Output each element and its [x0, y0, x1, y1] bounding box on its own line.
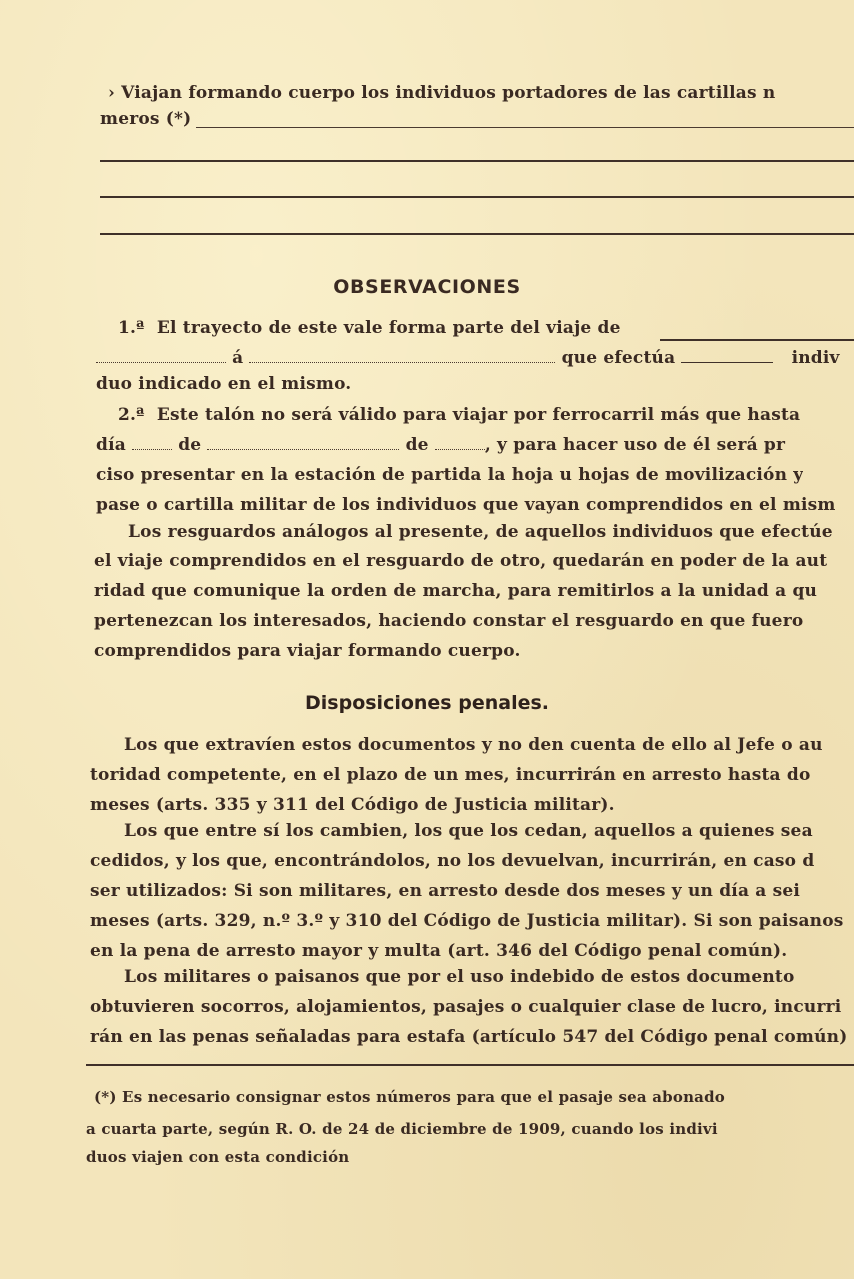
disp-para-line: meses (arts. 329, n.º 3.º y 310 del Código de Justicia militar). Si son paisanos — [90, 911, 844, 931]
fill-line — [660, 339, 854, 341]
dotted-blank — [132, 435, 172, 450]
disp-para-line: cedidos, y los que, encontrándolos, no los devuelvan, incurrirán, en caso d — [90, 851, 815, 871]
obs-para-line: comprendidos para viajar formando cuerpo. — [94, 641, 521, 661]
fill-blank — [681, 348, 773, 363]
disp-para-line: Los que entre sí los cambien, los que los cedan, aquellos a quienes sea — [124, 821, 813, 841]
obs-item-1-line2 — [96, 347, 854, 369]
obs-item-1-line3: duo indicado en el mismo. — [96, 374, 352, 394]
obs-para-line: el viaje comprendidos en el resguardo de otro, quedarán en poder de la aut — [94, 551, 828, 571]
dotted-blank — [96, 348, 226, 363]
obs-item-2-de2: de — [405, 435, 429, 455]
disp-para-line: Los que extravíen estos documentos y no den cuenta de ello al Jefe o au — [124, 735, 823, 755]
obs-item-1-a: á — [232, 348, 244, 368]
obs-item-2-tail: , y para hacer uso de él será pr — [484, 435, 786, 455]
fill-line — [100, 160, 854, 162]
disp-para-line: toridad competente, en el plazo de un mes, incurrirán en arresto hasta do — [90, 765, 811, 785]
dotted-blank — [207, 435, 399, 450]
obs-item-2-line2 — [96, 434, 854, 456]
footnote-separator — [86, 1064, 854, 1066]
footnote-line: duos viajen con esta condición — [86, 1148, 350, 1166]
obs-item-1-text: El trayecto de este vale forma parte del viaje de — [156, 318, 621, 338]
obs-item-1-que: que efectúa — [561, 348, 676, 368]
obs-item-2-line4: pase o cartilla militar de los individuos que vayan comprendidos en el mism — [96, 495, 836, 515]
dotted-blank — [435, 435, 485, 450]
footnote-line: (*) Es necesario consignar estos números para que el pasaje sea abonado — [94, 1088, 725, 1106]
fill-line — [100, 233, 854, 235]
disp-para-line: Los militares o paisanos que por el uso indebido de estos documento — [124, 967, 795, 987]
disp-para-line: meses (arts. 335 y 311 del Código de Justicia militar). — [90, 795, 615, 815]
obs-item-2-num: 2.ª — [118, 405, 145, 425]
obs-item-2-de1: de — [178, 435, 202, 455]
intro-line-2-text: meros (*) — [100, 109, 192, 129]
intro-line-2 — [100, 108, 191, 130]
disp-para-line: ser utilizados: Si son militares, en arresto desde dos meses y un día a sei — [90, 881, 801, 901]
disp-para-line: en la pena de arresto mayor y multa (art. 346 del Código penal común). — [90, 941, 788, 961]
obs-item-2-line3: ciso presentar en la estación de partida la hoja u hojas de movilización y — [96, 465, 804, 485]
footnote-line: a cuarta parte, según R. O. de 24 de diciembre de 1909, cuando los indivi — [86, 1120, 718, 1138]
obs-item-1-indiv: indiv — [791, 348, 840, 368]
disposiciones-title: Disposiciones penales. — [305, 692, 549, 714]
obs-para-line: Los resguardos análogos al presente, de aquellos individuos que efectúe — [128, 522, 833, 542]
intro-line-1: › Viajan formando cuerpo los individuos portadores de las cartillas n — [108, 83, 776, 103]
obs-item-1-num: 1.ª — [118, 318, 145, 338]
obs-para-line: pertenezcan los interesados, haciendo constar el resguardo en que fuero — [94, 611, 804, 631]
obs-item-2-text: Este talón no será válido para viajar por ferrocarril más que hasta — [156, 405, 801, 425]
obs-para-line: ridad que comunique la orden de marcha, para remitirlos a la unidad a qu — [94, 581, 818, 601]
fill-line — [100, 196, 854, 198]
obs-item-1 — [118, 317, 621, 339]
disp-para-line: obtuvieren socorros, alojamientos, pasajes o cualquier clase de lucro, incurri — [90, 997, 842, 1017]
obs-item-2 — [118, 404, 800, 426]
obs-item-2-dia: día — [96, 435, 126, 455]
dotted-fill-line — [196, 127, 854, 128]
disp-para-line: rán en las penas señaladas para estafa (artículo 547 del Código penal común) — [90, 1027, 848, 1047]
dotted-blank — [249, 348, 555, 363]
observaciones-title: OBSERVACIONES — [333, 276, 521, 298]
